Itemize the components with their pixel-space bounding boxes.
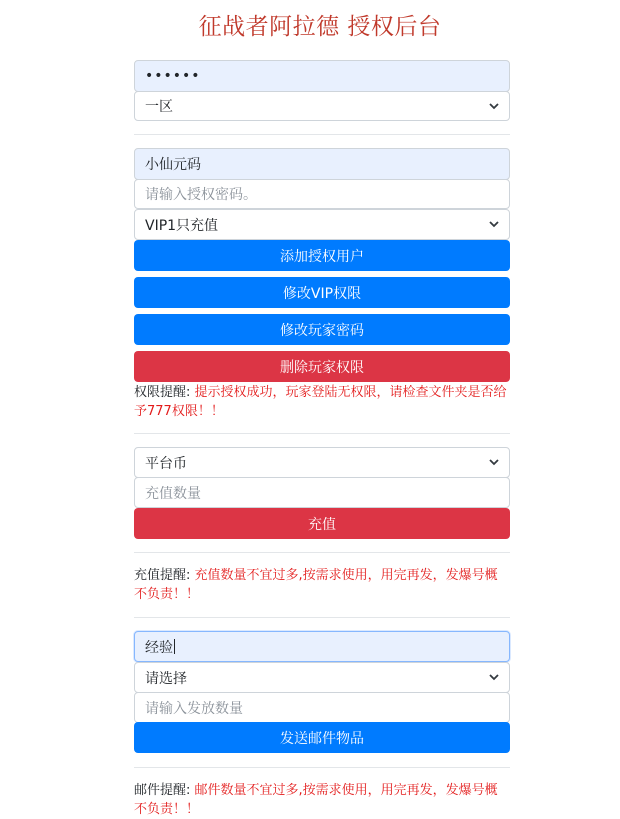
recharge-amount-input[interactable] — [134, 477, 510, 508]
auth-password-placeholder: 请输入授权密码。 — [145, 187, 257, 203]
divider — [134, 617, 510, 618]
recharge-note-text: 充值数量不宜过多,按需求使用，用完再发，发爆号概不负责！！ — [134, 568, 498, 602]
server-select-value: 一区 — [145, 99, 173, 115]
recharge-button[interactable]: 充值 — [134, 508, 510, 539]
send-mail-button[interactable]: 发送邮件物品 — [134, 722, 510, 753]
currency-select-value: 平台币 — [145, 455, 187, 472]
recharge-amount-placeholder: 充值数量 — [145, 485, 201, 502]
divider — [134, 433, 510, 434]
mail-item-select-value: 请选择 — [145, 670, 187, 687]
mail-item-value: 经验 — [145, 639, 173, 656]
admin-password-input[interactable] — [134, 60, 510, 92]
currency-select[interactable] — [134, 447, 510, 478]
mail-note-label: 邮件提醒: — [134, 783, 195, 798]
divider — [134, 134, 510, 135]
page-title: 征战者阿拉德 授权后台 — [198, 14, 442, 40]
server-select[interactable] — [134, 91, 510, 121]
delete-permission-button[interactable]: 删除玩家权限 — [134, 351, 510, 382]
admin-password-value: •••••• — [145, 68, 201, 84]
modify-password-button[interactable]: 修改玩家密码 — [134, 314, 510, 345]
chevron-down-icon — [489, 673, 499, 683]
mail-item-select[interactable] — [134, 662, 510, 693]
vip-select-value: VIP1只充值 — [145, 217, 219, 234]
mail-item-input[interactable] — [134, 631, 510, 662]
chevron-down-icon — [489, 101, 499, 111]
divider — [134, 767, 510, 768]
chevron-down-icon — [489, 458, 499, 468]
vip-select[interactable] — [134, 209, 510, 240]
modify-vip-button[interactable]: 修改VIP权限 — [134, 277, 510, 308]
mail-quantity-placeholder: 请输入发放数量 — [145, 700, 243, 717]
recharge-note-label: 充值提醒: — [134, 568, 195, 583]
mail-note-text: 邮件数量不宜过多,按需求使用，用完再发，发爆号概不负责！！ — [134, 783, 498, 817]
auth-note-label: 权限提醒: — [134, 385, 195, 400]
recharge-note — [134, 566, 510, 604]
text-cursor — [174, 639, 175, 654]
username-value: 小仙元码 — [145, 157, 201, 173]
mail-quantity-input[interactable] — [134, 692, 510, 723]
chevron-down-icon — [489, 220, 499, 230]
mail-note — [134, 781, 510, 819]
auth-note — [134, 383, 510, 421]
auth-password-input[interactable] — [134, 179, 510, 209]
divider — [134, 552, 510, 553]
auth-note-text: 提示授权成功，玩家登陆无权限，请检查文件夹是否给予777权限！！ — [134, 385, 507, 419]
add-user-button[interactable]: 添加授权用户 — [134, 240, 510, 271]
username-input[interactable] — [134, 148, 510, 180]
